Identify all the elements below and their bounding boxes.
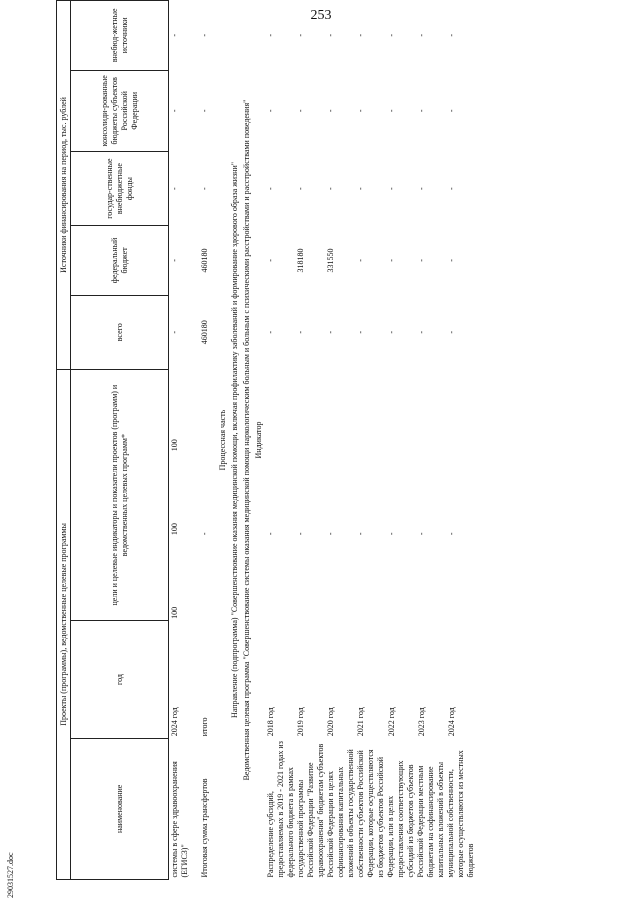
header-indicators: цели и целевые индикаторы и показатели проектов (программ) и ведомственных целевых программ* bbox=[71, 369, 169, 620]
row-ind2: - bbox=[447, 532, 457, 536]
row-reg: - bbox=[265, 109, 275, 113]
row-total: - bbox=[170, 330, 179, 334]
subsidy-name: Распределение субсидий, предоставляемых в 2019 - 2021 годах из федерального бюджета в рамках государственной программы Российской Федерации "Развитие здравоохранения" бюджетам субъектов Российской Федерации в целях софинансирования капитальных вложений в объекты государственной собственности субъектов Российской Федерации, которые осуществляются из бюджетов субъектов Российской Федерации, или в целях предоставления соответствующих субсидий из бюджетов субъектов Российской Федерации местным бюджетам на софинансирование капитальных вложений в объекты муниципальной собственности, которые осуществляются из местных бюджетов bbox=[265, 741, 475, 878]
row-ind2: - bbox=[416, 532, 426, 536]
header-name: наименование bbox=[71, 738, 169, 879]
row-reg: - bbox=[170, 109, 179, 113]
row-ind2: - bbox=[326, 532, 336, 536]
header-projects-group: Проекты (программы), ведомственные целевые программы bbox=[57, 369, 71, 879]
row-gos: - bbox=[295, 187, 305, 190]
row-year: 2024 год bbox=[447, 707, 457, 737]
row-ind2: - bbox=[295, 532, 305, 536]
row-federal: - bbox=[265, 259, 275, 262]
indicator-label: Индикатор bbox=[253, 421, 263, 459]
row-ind2: - bbox=[199, 532, 209, 536]
row-ind2: - bbox=[265, 532, 275, 536]
row-federal: 331550 bbox=[326, 248, 336, 273]
row-other: - bbox=[416, 33, 426, 37]
row-federal: - bbox=[416, 259, 426, 262]
row-federal: - bbox=[356, 259, 366, 262]
header-other: внебюд-жетные источники bbox=[71, 1, 169, 71]
row-other: - bbox=[170, 33, 179, 37]
row-year: 2022 год bbox=[386, 707, 396, 737]
row-gos: - bbox=[265, 187, 275, 190]
row-total: - bbox=[356, 330, 366, 334]
row-year: 2023 год bbox=[416, 707, 426, 737]
header-regional: консолиди-рованные бюджеты субъектов Российской Федерации bbox=[71, 70, 169, 151]
direction-label: Направление (подпрограмма) "Совершенствование оказания медицинской помощи, включая профилактику заболеваний и формирование здорового образа жизни" bbox=[229, 162, 239, 718]
table-row bbox=[169, 1, 199, 880]
table-header bbox=[57, 1, 169, 880]
header-federal: федеральный бюджет bbox=[71, 226, 169, 295]
row-federal: - bbox=[170, 259, 179, 262]
header-sources-group: Источники финансирования на период, тыс. рублей bbox=[57, 1, 71, 370]
header-state-funds: государ-ственные внебюджетные фонды bbox=[71, 152, 169, 226]
row-total: - bbox=[447, 330, 457, 334]
row-ind1: 100 bbox=[170, 606, 179, 619]
row-ind2: 100 bbox=[170, 523, 179, 536]
row-total: - bbox=[416, 330, 426, 334]
header-total: всего bbox=[71, 295, 169, 369]
row-federal: - bbox=[386, 259, 396, 262]
row-year: 2019 год bbox=[295, 707, 305, 737]
target-program-label: Ведомственная целевая программа "Совершенствование системы оказания медицинской помощи наркологическим больным и больным с психическими расстройствами и расстройствами поведения" bbox=[241, 99, 251, 781]
row-ind2: - bbox=[386, 532, 396, 536]
row-gos: - bbox=[386, 187, 396, 190]
row-federal: 318180 bbox=[295, 248, 305, 273]
row-year: итого bbox=[199, 717, 209, 737]
row-total: - bbox=[326, 330, 336, 334]
rotated-table-page bbox=[56, 0, 616, 880]
row-year: 2024 год bbox=[170, 707, 179, 737]
row-reg: - bbox=[326, 109, 336, 113]
row-other: - bbox=[199, 33, 209, 37]
row-ind3: 100 bbox=[170, 439, 179, 452]
row-name: Итоговая сумма трансфертов bbox=[199, 778, 209, 878]
row-other: - bbox=[447, 33, 457, 37]
row-name: системы в сфере здравоохранения (ЕГИСЗ)" bbox=[170, 761, 189, 878]
header-year: год bbox=[71, 621, 169, 738]
row-reg: - bbox=[386, 109, 396, 113]
page-number: 253 bbox=[310, 8, 332, 23]
row-year: 2018 год bbox=[265, 707, 275, 737]
row-other: - bbox=[265, 33, 275, 37]
row-reg: - bbox=[416, 109, 426, 113]
row-gos: - bbox=[447, 187, 457, 190]
row-gos: - bbox=[170, 187, 179, 190]
process-part-label: Процессная часть bbox=[217, 409, 227, 471]
row-other: - bbox=[295, 33, 305, 37]
row-reg: - bbox=[199, 109, 209, 113]
row-total: 460180 bbox=[199, 320, 209, 345]
row-other: - bbox=[386, 33, 396, 37]
row-total: - bbox=[265, 330, 275, 334]
section-row bbox=[241, 1, 253, 880]
row-gos: - bbox=[416, 187, 426, 190]
financing-table bbox=[56, 0, 477, 880]
row-federal: - bbox=[447, 259, 457, 262]
table-row bbox=[199, 1, 217, 880]
row-ind3 bbox=[199, 369, 217, 453]
row-year: 2021 год bbox=[356, 707, 366, 737]
section-row bbox=[217, 1, 229, 880]
row-reg: - bbox=[447, 109, 457, 113]
row-ind2: - bbox=[356, 532, 366, 536]
row-other: - bbox=[356, 33, 366, 37]
row-gos: - bbox=[356, 187, 366, 190]
row-reg: - bbox=[295, 109, 305, 113]
table-row bbox=[265, 1, 295, 880]
row-federal: 460180 bbox=[199, 248, 209, 273]
row-gos: - bbox=[199, 187, 209, 190]
row-other: - bbox=[326, 33, 336, 37]
footer-filename: 29031527.doc bbox=[6, 852, 15, 898]
row-ind1 bbox=[199, 537, 217, 621]
section-row bbox=[229, 1, 241, 880]
row-reg: - bbox=[356, 109, 366, 113]
row-total: - bbox=[386, 330, 396, 334]
row-year: 2020 год bbox=[326, 707, 336, 737]
section-row bbox=[253, 1, 265, 880]
row-gos: - bbox=[326, 187, 336, 190]
row-total: - bbox=[295, 330, 305, 334]
